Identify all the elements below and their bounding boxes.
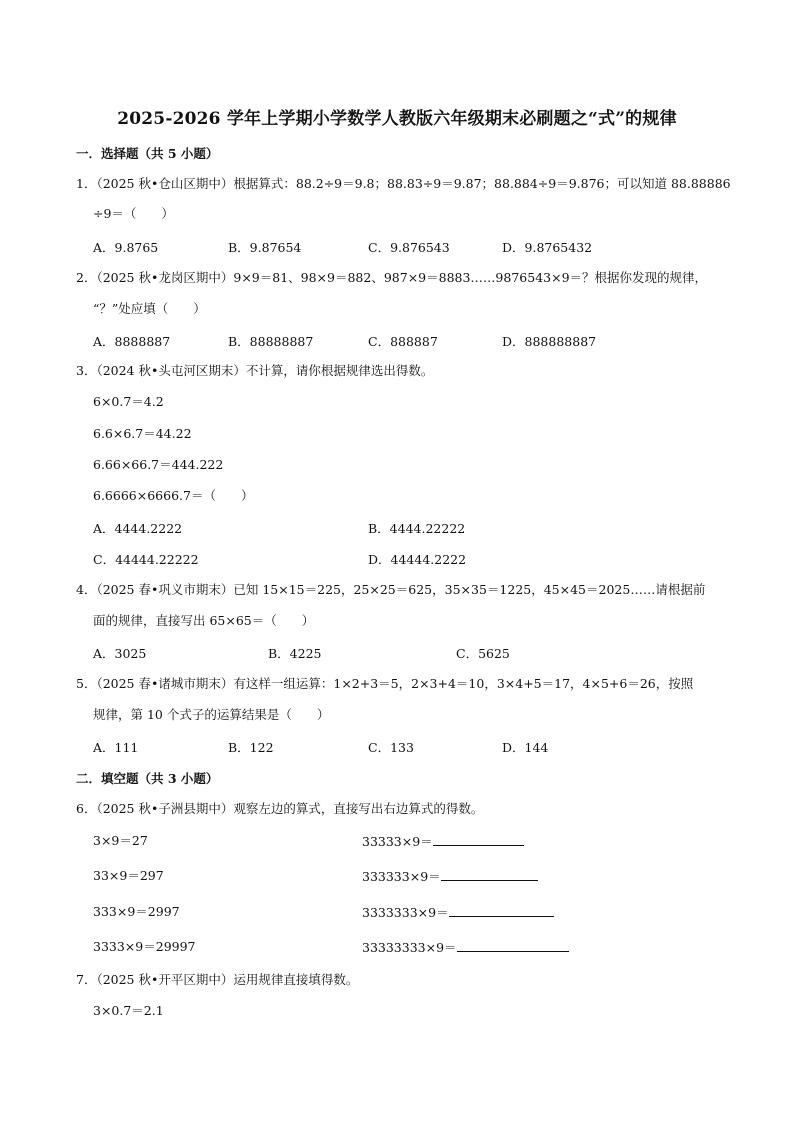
question-3-formula-1: 6×0.7＝4.2 [93, 394, 164, 409]
question-6-right-item-1 [362, 833, 524, 850]
section-heading-fill: 二．填空题（共 3 小题） [76, 771, 219, 786]
question-5-option-d: D．144 [502, 740, 549, 755]
question-3-option-b: B．4444.22222 [368, 521, 466, 536]
question-7-formula-1: 3×0.7＝2.1 [93, 1003, 164, 1018]
question-3-option-c: C．44444.22222 [93, 552, 199, 567]
question-5-option-c: C．133 [368, 740, 414, 755]
question-6-left-formula-3: 333×9＝2997 [93, 904, 180, 919]
question-1-line-2: ÷9＝（ ） [93, 206, 174, 221]
question-5-line-1: 5．（2025 春•诸城市期末）有这样一组运算：1×2+3＝5，2×3+4＝10，3×4+5＝17，4×5+6＝26，按照 [76, 676, 694, 691]
question-6-answer-blank-1[interactable] [433, 833, 524, 846]
question-4-option-a: A．3025 [93, 646, 147, 661]
question-6-left-formula-2: 33×9＝297 [93, 868, 164, 883]
question-4-option-c: C．5625 [456, 646, 510, 661]
question-2-option-c: C．888887 [368, 334, 438, 349]
question-5-option-a: A．111 [93, 740, 139, 755]
question-6-right-item-2 [362, 868, 538, 885]
question-2-line-1: 2．（2025 秋•龙岗区期中）9×9＝81、98×9＝882、987×9＝8883……9876543×9＝？根据你发现的规律， [76, 270, 708, 285]
question-6-answer-blank-2[interactable] [441, 868, 538, 881]
question-1-option-a: A．9.8765 [93, 240, 159, 255]
question-4-line-2: 面的规律，直接写出 65×65＝（ ） [93, 613, 315, 628]
question-1-option-d: D．9.8765432 [502, 240, 593, 255]
question-6-line-1: 6．（2025 秋•子洲县期中）观察左边的算式，直接写出右边算式的得数。 [76, 801, 484, 816]
question-5-line-2: 规律，第 10 个式子的运算结果是（ ） [93, 707, 330, 722]
question-2-line-2: “？”处应填（ ） [93, 301, 206, 316]
document-title: 2025-2026 学年上学期小学数学人教版六年级期末必刷题之“式”的规律 [117, 109, 677, 129]
question-6-right-formula-3: 3333333×9＝ [362, 905, 449, 920]
question-6-right-item-3 [362, 904, 554, 921]
question-3-formula-3: 6.66×66.7＝444.222 [93, 457, 224, 472]
question-2-option-d: D．888888887 [502, 334, 597, 349]
question-6-right-formula-4: 33333333×9＝ [362, 940, 457, 955]
section-heading-choice: 一．选择题（共 5 小题） [76, 146, 219, 161]
question-6-right-formula-1: 33333×9＝ [362, 834, 433, 849]
question-6-left-formula-1: 3×9＝27 [93, 833, 148, 848]
question-3-formula-4: 6.6666×6666.7＝（ ） [93, 488, 254, 503]
question-2-option-a: A．8888887 [93, 334, 171, 349]
question-6-answer-blank-4[interactable] [457, 939, 569, 952]
question-6-left-formula-4: 3333×9＝29997 [93, 939, 196, 954]
question-3-option-a: A．4444.2222 [93, 521, 183, 536]
question-5-option-b: B．122 [228, 740, 274, 755]
question-3-line-1: 3．（2024 秋•头屯河区期末）不计算，请你根据规律选出得数。 [76, 363, 434, 378]
question-4-line-1: 4．（2025 春•巩义市期末）已知 15×15＝225，25×25＝625，35×35＝1225，45×45＝2025……请根据前 [76, 582, 706, 597]
question-2-option-b: B．88888887 [228, 334, 314, 349]
question-6-right-item-4 [362, 939, 569, 956]
question-3-formula-2: 6.6×6.7＝44.22 [93, 426, 192, 441]
question-1-option-b: B．9.87654 [228, 240, 302, 255]
question-6-right-formula-2: 333333×9＝ [362, 869, 441, 884]
question-3-option-d: D．44444.2222 [368, 552, 467, 567]
question-1-option-c: C．9.876543 [368, 240, 450, 255]
question-4-option-b: B．4225 [268, 646, 322, 661]
question-1-line-1: 1．（2025 秋•仓山区期中）根据算式：88.2÷9＝9.8；88.83÷9＝9.87；88.884÷9＝9.876；可以知道 88.88886 [76, 176, 731, 191]
question-7-line-1: 7．（2025 秋•开平区期中）运用规律直接填得数。 [76, 972, 359, 987]
question-6-answer-blank-3[interactable] [449, 904, 554, 917]
